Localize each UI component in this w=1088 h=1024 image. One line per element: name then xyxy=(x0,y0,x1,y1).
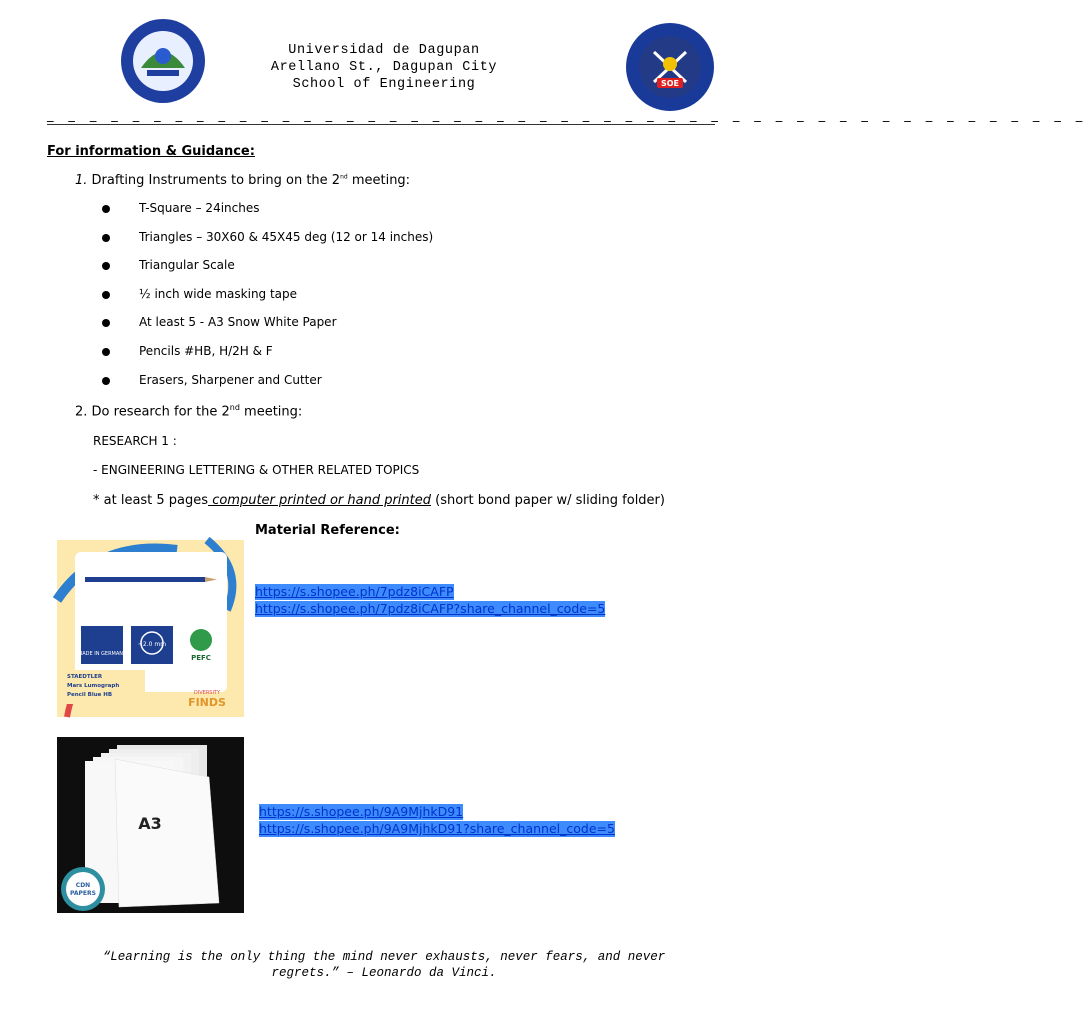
list-item-2: 2. Do research for the 2nd meeting: xyxy=(75,403,303,420)
item1-superscript: nd xyxy=(340,173,348,181)
a3-label: A3 xyxy=(138,814,162,833)
shopee-link-paper[interactable]: https://s.shopee.ph/9A9MjhkD91 xyxy=(259,804,464,819)
dashed-divider: _ _ _ _ _ _ _ _ _ _ _ _ _ _ _ _ _ _ _ _ _ _ _ _ _ _ _ _ _ _ _ _ _ _ _ _ _ _ _ _ _ _ _ _ _ _ _ _ _ xyxy=(47,108,1088,123)
university-name: Universidad de Dagupan xyxy=(288,43,480,58)
school-name: School of Engineering xyxy=(292,77,476,92)
bullet-icon xyxy=(102,348,110,356)
research-note: * at least 5 pages computer printed or hand printed (short bond paper w/ sliding folder) xyxy=(93,493,665,508)
list-item-1 xyxy=(75,173,410,188)
section-title: For information & Guidance: xyxy=(47,144,255,159)
store-brand-top: DIVERSITY xyxy=(193,690,221,696)
bullet-icon xyxy=(102,291,110,299)
lead-size-badge: ~2.0 mm xyxy=(137,641,167,648)
a3-paper-product-image xyxy=(57,737,244,913)
item1-text: Drafting Instruments to bring on the 2 xyxy=(91,173,341,188)
bullet-icon xyxy=(102,234,110,242)
store-brand: FINDS xyxy=(188,696,226,709)
product-caption-model: Pencil Blue HB xyxy=(67,692,113,698)
solid-divider xyxy=(47,124,715,125)
item-number: 1. xyxy=(75,173,88,188)
research-title: RESEARCH 1 : xyxy=(93,434,177,448)
store-badge-top: CDN xyxy=(75,882,91,889)
bullet-icon xyxy=(102,377,110,385)
right-logo-badge: SOE xyxy=(660,79,680,88)
item1-text-end: meeting: xyxy=(347,173,411,188)
closing-quote: “Learning is the only thing the mind never exhausts, never fears, and never regrets.” – Leonardo da Vinci. xyxy=(102,950,666,980)
shopee-link-pencil-share[interactable]: https://s.shopee.ph/7pdz8iCAFP?share_channel_code=5 xyxy=(255,601,606,616)
shopee-link-paper-share[interactable]: https://s.shopee.ph/9A9MjhkD91?share_channel_code=5 xyxy=(259,821,615,836)
product-caption-brand: STAEDTLER xyxy=(67,674,103,680)
pefc-badge: PEFC xyxy=(191,654,211,662)
university-address: Arellano St., Dagupan City xyxy=(270,60,498,75)
letterhead xyxy=(0,42,768,93)
made-in-germany-badge: MADE IN GERMANY xyxy=(77,651,127,657)
bullet-icon xyxy=(102,262,110,270)
material-reference-heading: Material Reference: xyxy=(255,523,400,538)
pencil-product-image xyxy=(57,540,244,717)
item2-superscript: nd xyxy=(229,403,240,412)
shopee-link-pencil[interactable]: https://s.shopee.ph/7pdz8iCAFP xyxy=(255,584,454,599)
bullet-icon xyxy=(102,319,110,327)
store-badge-bottom: PAPERS xyxy=(70,890,96,897)
bullet-icon xyxy=(102,205,110,213)
product-caption-line: Mars Lumograph xyxy=(67,683,120,689)
research-topic: - ENGINEERING LETTERING & OTHER RELATED TOPICS xyxy=(93,463,420,477)
